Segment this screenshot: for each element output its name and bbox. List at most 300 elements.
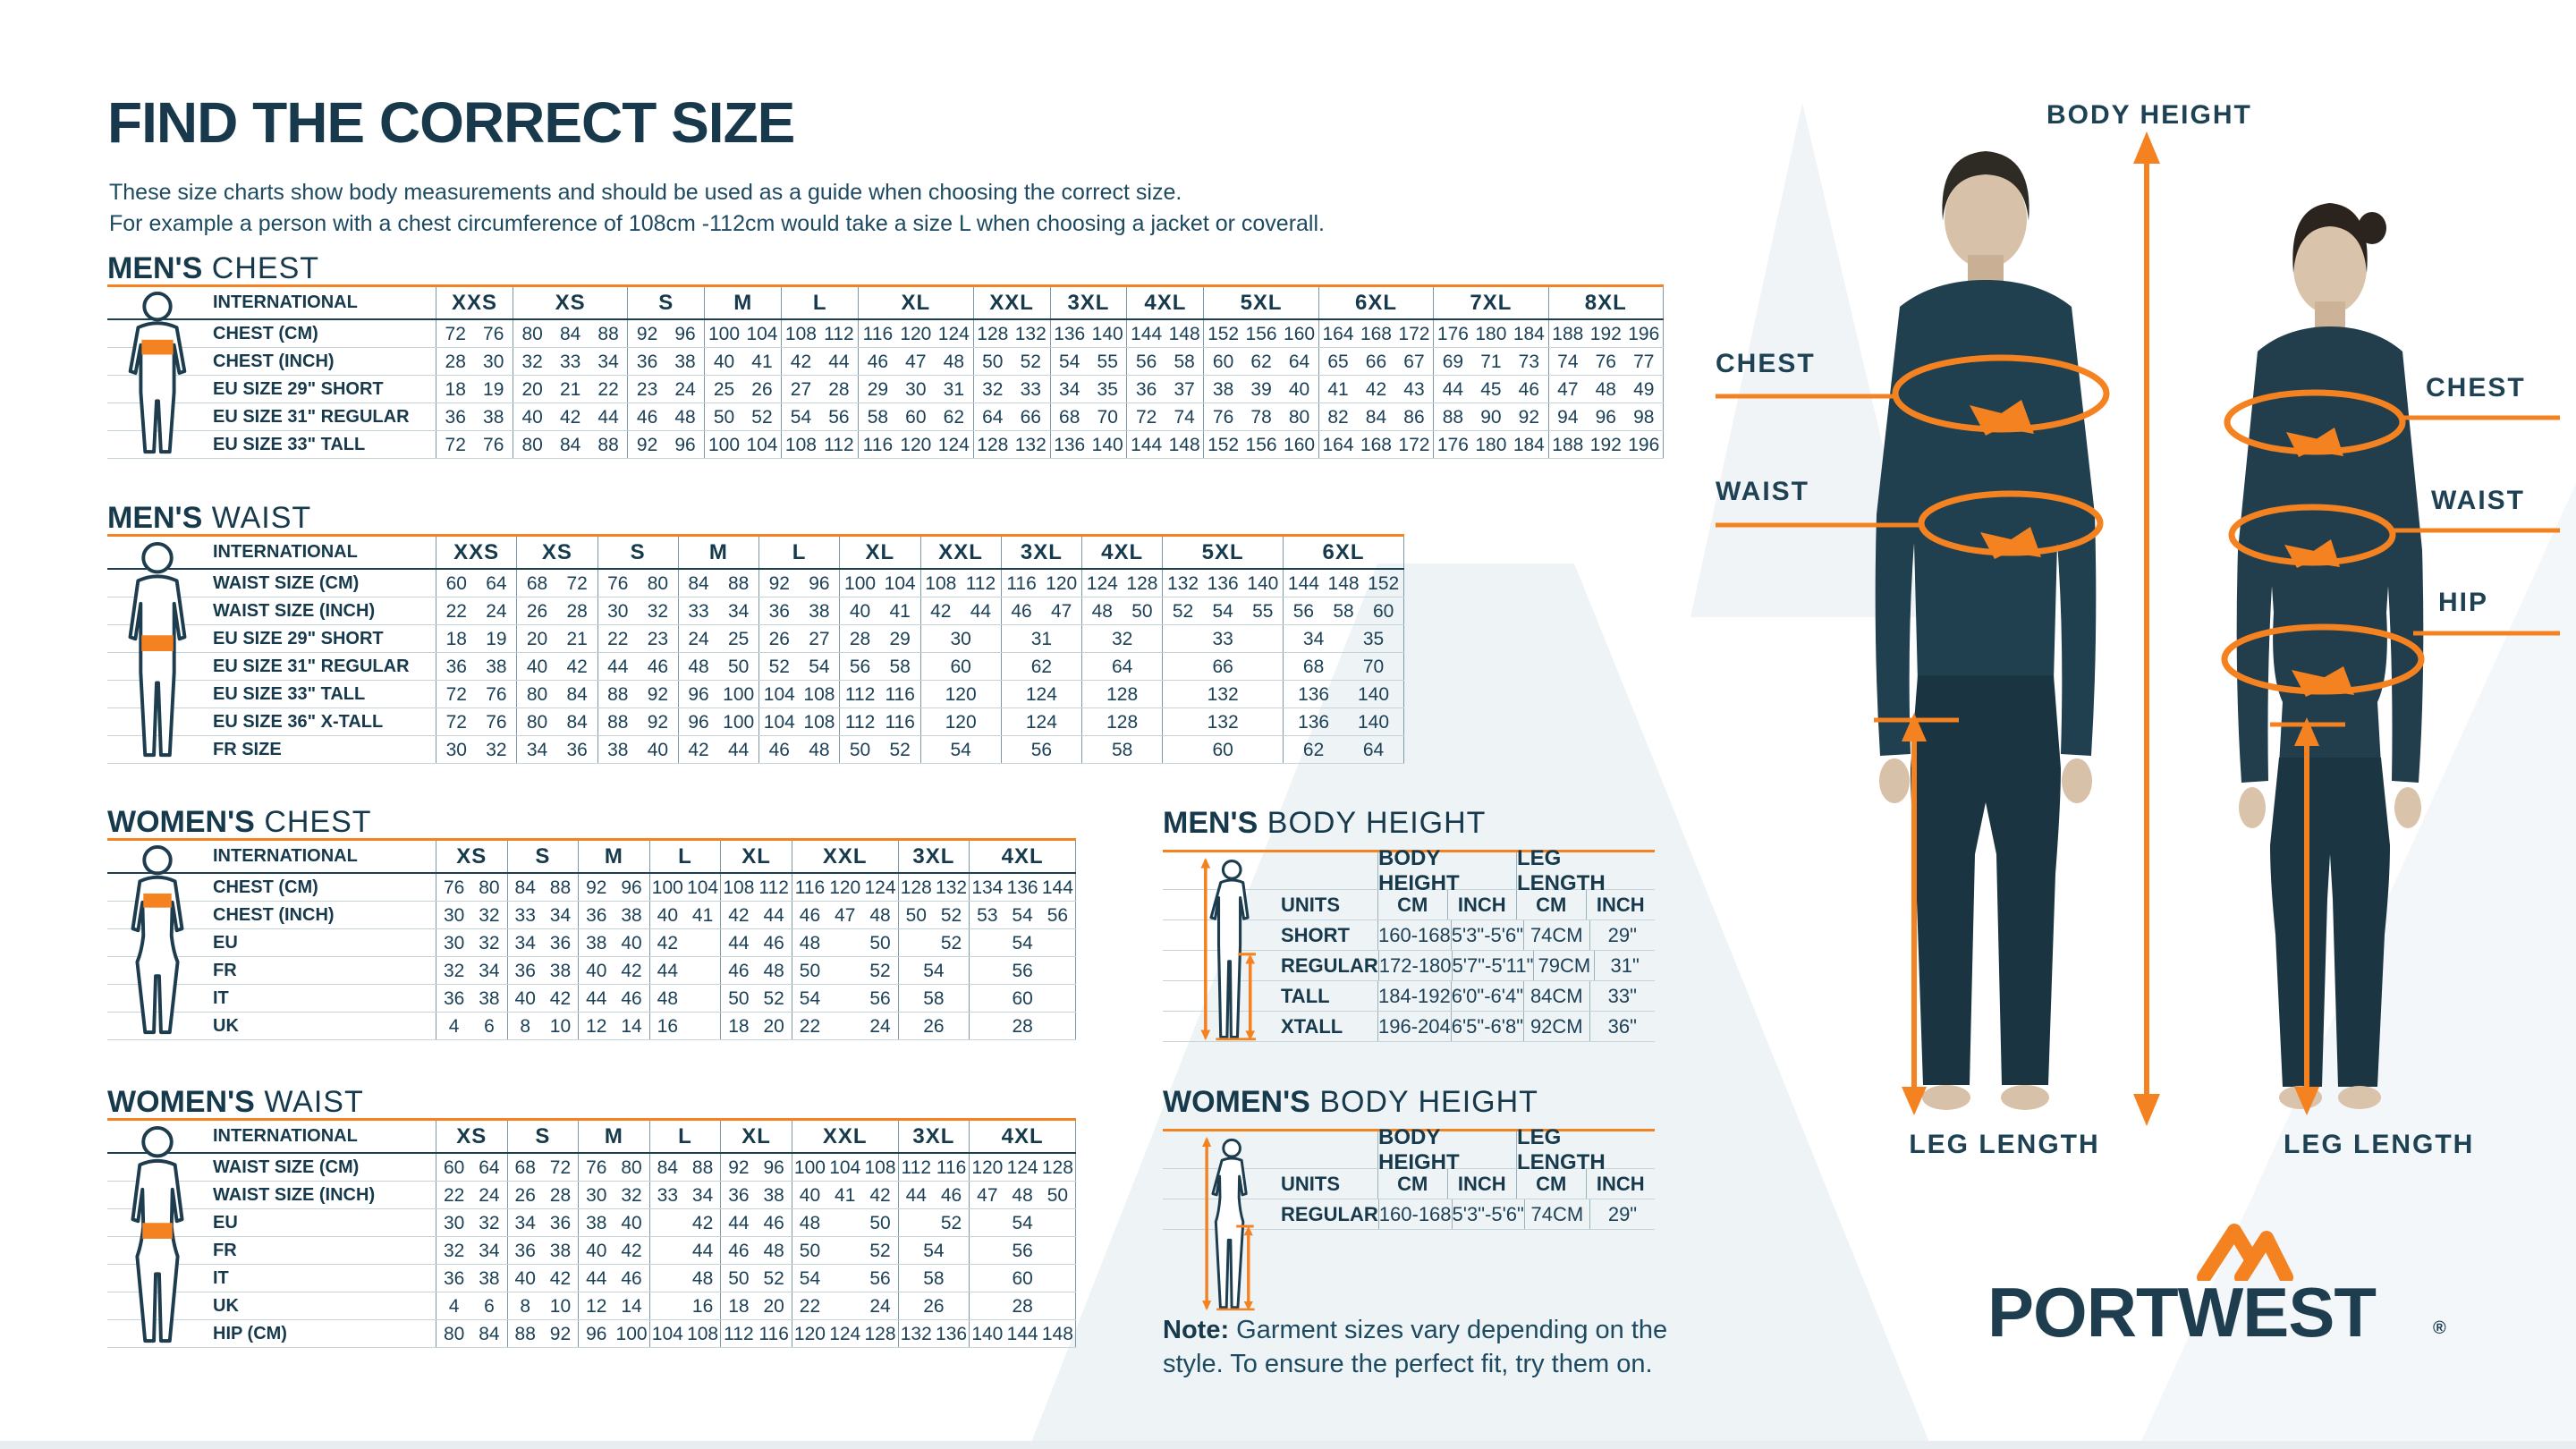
value-cell [436,708,516,735]
value-cell [597,625,678,652]
value-cell [516,736,597,763]
value-cell [792,1320,898,1347]
row-label: IT [213,1267,229,1288]
value-cell: 160-168 [1377,920,1451,950]
value-cell [578,1265,649,1292]
row-label: FR [213,1240,237,1260]
value: 92 [586,877,607,898]
value-cell [1283,597,1404,624]
value: 28 [1012,1015,1033,1037]
value: 42 [549,1267,572,1289]
value-cell [678,597,758,624]
value: 47 [905,351,927,372]
value: 26 [768,628,790,649]
value-cell [649,1320,721,1347]
value-cell [649,1292,721,1319]
value-cell: 172-180 [1378,951,1452,980]
value: 30 [483,351,504,372]
value: 40 [586,960,607,981]
row-label: CHEST (CM) [213,877,318,897]
value: 54 [799,987,821,1009]
value-cell [781,348,858,375]
value: 164 [1322,434,1354,455]
value: 33 [688,600,709,622]
value-cell [973,320,1050,347]
value: 64 [1111,656,1133,677]
value: 80 [521,434,543,455]
value: 58 [867,406,889,428]
value: 34 [526,739,548,760]
value: 92 [636,323,658,344]
value-cell [516,653,597,680]
value: 100 [615,1323,648,1344]
value-cell [436,929,507,956]
value-cell: 33" [1589,981,1655,1011]
value-cell [898,1013,970,1039]
heading-bold: MEN'S [1163,806,1258,840]
value-cell [436,597,516,624]
value: 124 [1025,711,1057,733]
mens-waist-section [107,503,1404,764]
value: 50 [799,1240,821,1261]
value: 42 [869,1184,891,1206]
row-label: EU SIZE 31" REGULAR [213,406,410,427]
value: 120 [945,711,977,733]
value-cell [1318,320,1433,347]
value: 26 [751,378,773,400]
value-cell [920,653,1001,680]
value-cell [1162,625,1283,652]
value: 38 [607,739,629,760]
value-cell [436,985,507,1012]
value-cell [436,1292,507,1319]
value-cell [436,1013,507,1039]
value: 136 [1298,711,1330,733]
value: 76 [486,683,507,705]
chest-label-right: CHEST [2426,373,2526,402]
value-cell [898,985,970,1012]
value-cell: 196-204 [1377,1012,1451,1041]
heading-light: WAIST [211,501,312,535]
value: 30 [445,739,467,760]
units-label: UNITS [1281,893,1340,916]
mens-waist-heading [107,503,1404,533]
value-cell [898,1320,970,1347]
value: 180 [1475,323,1507,344]
value-cell [1548,320,1664,347]
value: 52 [1020,351,1041,372]
value: 45 [1480,378,1502,400]
value-cell [1050,348,1127,375]
value: 144 [1287,572,1319,594]
unit-header: CM [1516,1169,1586,1199]
value-cell [720,1182,792,1208]
value: 116 [936,1157,967,1178]
size-group-label: 6XL [1318,287,1433,318]
row-label: WAIST SIZE (CM) [213,1157,360,1177]
womens-body-height-section [1163,1087,1655,1230]
value: 36 [586,904,607,926]
value: 104 [763,711,795,733]
value: 44 [728,739,750,760]
row-label: EU [213,932,238,953]
value: 50 [1046,1184,1069,1206]
value-cell [507,1209,579,1236]
value: 49 [1633,378,1655,400]
mens-body-height-section [1163,808,1655,1042]
value: 40 [514,987,536,1009]
value-cell [1126,348,1203,375]
row-label: UK [213,1295,239,1316]
value: 76 [607,572,629,594]
value: 88 [607,711,629,733]
value: 27 [809,628,830,649]
size-group-label: 5XL [1162,537,1283,568]
table-row [107,597,1404,625]
value: 124 [937,323,970,344]
value-cell [578,1013,649,1039]
value: 116 [1006,572,1037,594]
value: 30 [443,932,465,953]
value-cell [969,1292,1076,1319]
value-cell [1001,597,1081,624]
value: 42 [930,600,952,622]
value: 41 [691,904,714,926]
value: 22 [445,600,467,622]
value: 41 [1327,378,1349,400]
value-cell [627,431,704,458]
value: 32 [647,600,669,622]
value: 50 [869,1212,891,1233]
value-cell [1433,320,1547,347]
unit-header: CM [1377,1169,1447,1199]
value: 52 [940,932,962,953]
value: 36 [443,987,465,1009]
value: 100 [793,1157,826,1178]
value: 50 [713,406,735,428]
value-cell [1126,320,1203,347]
value-cell [781,376,858,402]
size-group-label: S [507,1121,579,1152]
row-label: REGULAR [1281,953,1378,977]
value: 184 [1513,434,1545,455]
value: 42 [621,960,642,981]
intro-line-2: For example a person with a chest circumference of 108cm -112cm would take a size L when choosing a jacket or coverall. [109,211,1325,236]
value: 116 [794,877,826,898]
value: 76 [483,434,504,455]
value: 20 [526,628,548,649]
value: 30 [586,1184,607,1206]
size-group-label: L [758,537,839,568]
value: 84 [566,711,588,733]
heading-bold: MEN'S [107,251,203,285]
value: 112 [901,1157,932,1178]
value-cell [578,1320,649,1347]
value: 33 [1020,378,1041,400]
value: 58 [923,987,945,1009]
value-cell [436,902,507,928]
value: 50 [728,1267,750,1289]
value: 88 [514,1323,536,1344]
value: 168 [1360,323,1392,344]
value: 54 [1212,600,1233,622]
value-cell [436,874,507,901]
value: 29 [867,378,889,400]
value: 116 [862,434,894,455]
value: 76 [486,711,507,733]
value-cell [720,1209,792,1236]
value: 128 [900,877,932,898]
table-header-row [107,287,1664,320]
value-cell [704,376,781,402]
group-header: BODY HEIGHT [1377,1131,1516,1168]
value-cell [436,625,516,652]
value: 31 [943,378,964,400]
value: 112 [758,877,789,898]
value-cell [678,653,758,680]
mens-chest-section [107,253,1664,459]
value: 116 [885,683,915,705]
value-cell [720,1265,792,1292]
value: 66 [1365,351,1387,372]
value: 144 [1131,434,1163,455]
value-cell [649,985,721,1012]
value: 56 [869,1267,891,1289]
value: 62 [1302,739,1325,760]
value: 54 [809,656,830,677]
value: 96 [674,434,696,455]
value: 73 [1518,351,1540,372]
value-cell [792,1237,898,1264]
value: 23 [647,628,669,649]
value: 33 [1212,628,1233,649]
value: 104 [884,572,916,594]
value-cell [920,597,1001,624]
value: 140 [971,1323,1004,1344]
value-cell [758,653,839,680]
value-cell [1548,376,1664,402]
value-cell [507,929,579,956]
value-cell [597,570,678,597]
value-cell: 84CM [1523,981,1589,1011]
value: 30 [950,628,971,649]
heading-bold: WOMEN'S [107,1085,255,1119]
size-group-label: XXS [436,537,516,568]
size-group-label: XXL [920,537,1001,568]
value-cell [649,1154,721,1181]
value: 50 [982,351,1004,372]
value-cell [436,681,516,708]
value: 112 [824,323,854,344]
value: 96 [688,683,709,705]
size-group-label: XS [516,537,597,568]
value: 48 [943,351,964,372]
value-cell [898,1209,970,1236]
value: 58 [1174,351,1195,372]
value: 34 [514,1212,536,1233]
value: 156 [1245,434,1277,455]
value: 48 [674,406,696,428]
value: 96 [674,323,696,344]
value: 30 [443,904,465,926]
units-label: UNITS [1281,1172,1340,1195]
value-cell [578,929,649,956]
value: 60 [1012,1267,1033,1289]
value: 98 [1633,406,1655,428]
value: 68 [514,1157,536,1178]
value: 88 [728,572,750,594]
chest-label-left: CHEST [1716,349,1816,378]
value: 34 [549,904,572,926]
value-cell [1001,681,1081,708]
value: 47 [977,1184,998,1206]
value: 132 [1207,683,1239,705]
row-label: UK [213,1015,239,1036]
womens-chest-table [107,838,1076,1040]
value-cell [969,1320,1076,1347]
value: 196 [1628,323,1660,344]
value: 128 [1041,1157,1073,1178]
value: 160 [1284,434,1316,455]
value: 44 [828,351,850,372]
value: 56 [1012,960,1033,981]
value: 30 [443,1212,465,1233]
value: 36 [443,1267,465,1289]
value: 136 [1054,434,1086,455]
value-cell [507,957,579,984]
value: 56 [849,656,871,677]
value-cell [578,1237,649,1264]
value-cell [1318,431,1433,458]
value: 50 [905,904,927,926]
value-cell [858,403,972,430]
value-cell [597,653,678,680]
size-group-label: XL [720,1121,792,1152]
value: 77 [1633,351,1655,372]
value-cell [1126,376,1203,402]
value: 180 [1475,434,1507,455]
value: 38 [549,960,572,981]
page-title: FIND THE CORRECT SIZE [107,90,795,155]
value-cell [898,957,970,984]
value: 48 [799,932,821,953]
value: 53 [977,904,998,926]
value: 172 [1398,434,1430,455]
value-cell [969,1265,1076,1292]
value: 58 [889,656,911,677]
value: 30 [905,378,927,400]
unit-header: INCH [1447,890,1517,919]
value: 108 [864,1157,896,1178]
mens-waist-figure-icon [114,540,200,762]
value: 72 [566,572,588,594]
row-label: WAIST SIZE (INCH) [213,1184,376,1205]
value: 112 [844,711,876,733]
row-label: EU SIZE 33" TALL [213,434,366,454]
value: 60 [1373,600,1394,622]
value: 52 [763,987,784,1009]
value-cell [513,431,627,458]
intro-text [109,177,1325,240]
value: 132 [1014,434,1046,455]
measurement-arrows-overlay [1690,85,2576,1194]
value: 132 [900,1323,932,1344]
value-cell [678,570,758,597]
value: 104 [763,683,795,705]
value: 46 [763,1212,784,1233]
table-row [107,1320,1076,1348]
size-group-label: XXS [436,287,513,318]
row-label: HIP (CM) [213,1323,287,1343]
value: 82 [1327,406,1349,428]
value-cell [516,681,597,708]
value: 42 [566,656,588,677]
value-cell [649,902,721,928]
value: 44 [728,1212,750,1233]
value: 148 [1327,572,1360,594]
value: 32 [479,904,500,926]
value: 26 [514,1184,536,1206]
value: 22 [443,1184,465,1206]
row-label: EU SIZE 29" SHORT [213,378,384,399]
value: 58 [1333,600,1354,622]
value: 112 [844,683,876,705]
leg-length-label-left: LEG LENGTH [1909,1130,2100,1159]
column-header: INTERNATIONAL [213,292,358,312]
value-cell [1433,348,1547,375]
womens-chest-figure-icon [114,844,200,1038]
value-cell [720,1237,792,1264]
value: 50 [849,739,871,760]
value-cell: 29" [1589,1199,1655,1229]
value: 33 [657,1184,678,1206]
value-cell [720,929,792,956]
value: 70 [1362,656,1385,677]
value-cell [781,320,858,347]
heading-bold: WOMEN'S [107,805,255,839]
value: 32 [443,1240,465,1261]
row-label: FR [213,960,237,980]
value: 48 [1091,600,1113,622]
value: 164 [1322,323,1354,344]
table-row [107,1182,1076,1209]
mens-chest-table [107,284,1664,459]
value-cell: 5'7"-5'11" [1452,951,1534,980]
table-row [107,1237,1076,1265]
value-cell [792,985,898,1012]
value: 116 [758,1323,789,1344]
value-cell [758,597,839,624]
value-cell [969,985,1076,1012]
value: 108 [784,434,817,455]
value: 54 [790,406,812,428]
value: 120 [1046,572,1078,594]
mens-body-height-heading [1163,808,1655,838]
value: 44 [586,1267,607,1289]
value: 50 [728,656,750,677]
value: 8 [520,1015,531,1037]
value: 34 [1302,628,1325,649]
value-cell [516,597,597,624]
value: 72 [1135,406,1157,428]
table-row [107,1265,1076,1292]
value-cell [578,902,649,928]
value: 80 [521,323,543,344]
value: 80 [526,711,548,733]
value: 24 [869,1015,891,1037]
value-cell [649,1265,721,1292]
value: 35 [1097,378,1118,400]
